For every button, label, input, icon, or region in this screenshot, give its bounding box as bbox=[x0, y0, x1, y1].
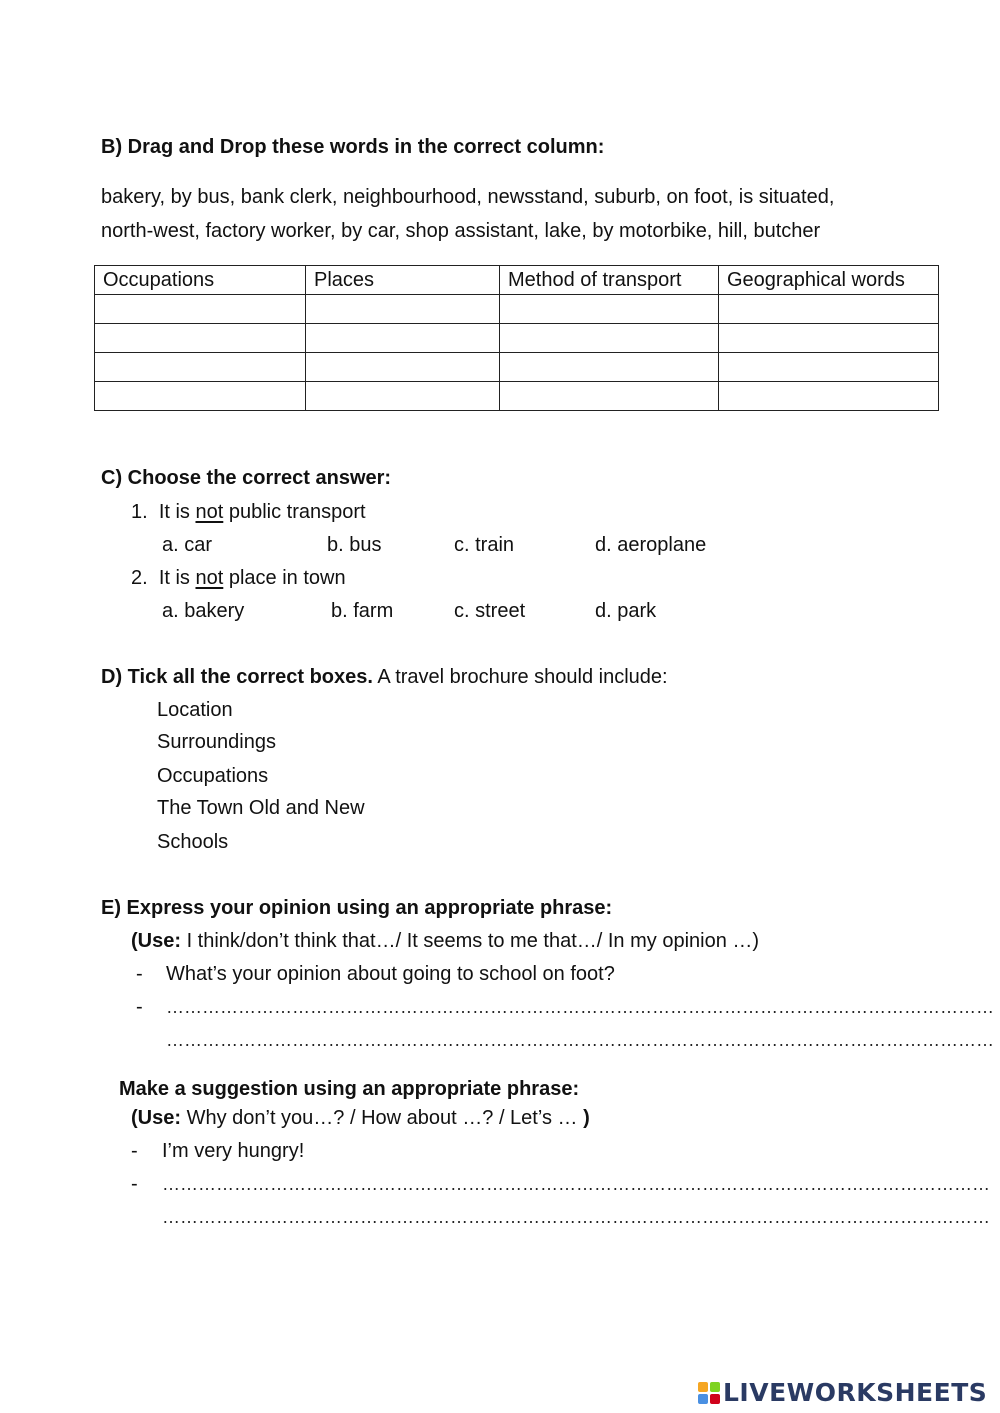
use-close: ) bbox=[583, 1107, 590, 1129]
bullet-dash: - bbox=[131, 1140, 138, 1162]
checkbox-item-schools[interactable]: Schools bbox=[157, 831, 229, 853]
drop-cell[interactable] bbox=[95, 295, 306, 324]
logo-text: LIVEWORKSHEETS bbox=[723, 1378, 988, 1407]
question-text-pre: It is bbox=[158, 501, 196, 523]
drop-field[interactable] bbox=[508, 326, 710, 350]
table-row bbox=[95, 353, 939, 382]
underlined-word: not bbox=[195, 501, 224, 523]
table-row bbox=[95, 295, 939, 324]
column-header-geographical: Geographical words bbox=[719, 266, 939, 295]
drop-field[interactable] bbox=[314, 297, 491, 321]
drop-cell[interactable] bbox=[719, 324, 939, 353]
bullet-dash: - bbox=[131, 1173, 138, 1195]
drop-cell[interactable] bbox=[95, 382, 306, 411]
answer-option[interactable]: d. aeroplane bbox=[595, 534, 707, 556]
section-d-heading-rest: A travel brochure should include: bbox=[372, 666, 668, 688]
bullet-dash: - bbox=[136, 963, 143, 985]
drop-field[interactable] bbox=[103, 384, 297, 408]
section-d-heading-bold: D) Tick all the correct boxes. bbox=[101, 666, 373, 688]
drop-cell[interactable] bbox=[306, 295, 500, 324]
checkbox-item-town[interactable]: The Town Old and New bbox=[157, 797, 365, 819]
answer-option[interactable]: b. farm bbox=[331, 600, 394, 622]
drop-field[interactable] bbox=[508, 297, 710, 321]
use-label: (Use: bbox=[131, 1107, 182, 1129]
drop-cell[interactable] bbox=[95, 353, 306, 382]
answer-option[interactable]: c. train bbox=[454, 534, 515, 556]
question-2 bbox=[131, 566, 346, 590]
drop-field[interactable] bbox=[727, 326, 930, 350]
drop-cell[interactable] bbox=[306, 382, 500, 411]
question-1 bbox=[131, 500, 366, 524]
drop-field[interactable] bbox=[103, 297, 297, 321]
drop-field[interactable] bbox=[314, 384, 491, 408]
drop-cell[interactable] bbox=[306, 324, 500, 353]
answer-option[interactable]: a. car bbox=[162, 534, 213, 556]
question-text-pre: It is bbox=[158, 567, 196, 589]
bullet-dash: - bbox=[136, 996, 143, 1018]
checkbox-item-occupations[interactable]: Occupations bbox=[157, 765, 269, 787]
column-header-places: Places bbox=[306, 266, 500, 295]
section-b-heading: B) Drag and Drop these words in the correct column: bbox=[101, 136, 605, 158]
drop-field[interactable] bbox=[727, 297, 930, 321]
use-phrases: Why don’t you…? / How about …? / Let’s … bbox=[181, 1107, 584, 1129]
word-bank-line-1: bakery, by bus, bank clerk, neighbourhood, newsstand, suburb, on foot, is situated, bbox=[101, 186, 835, 208]
answer-option[interactable]: c. street bbox=[454, 600, 526, 622]
checkbox-item-location[interactable]: Location bbox=[157, 699, 233, 721]
drop-field[interactable] bbox=[727, 384, 930, 408]
opinion-answer-line-1[interactable]: ………………………………………………………………………………………………………………………… bbox=[166, 997, 994, 1017]
answer-option[interactable]: a. bakery bbox=[162, 600, 245, 622]
section-d-heading bbox=[101, 665, 668, 689]
column-header-transport: Method of transport bbox=[500, 266, 719, 295]
opinion-use-hint bbox=[131, 929, 759, 953]
opinion-question: What’s your opinion about going to school on foot? bbox=[166, 963, 615, 985]
table-header-row bbox=[95, 266, 939, 295]
section-c-heading: C) Choose the correct answer: bbox=[101, 467, 392, 489]
drop-cell[interactable] bbox=[719, 295, 939, 324]
drop-field[interactable] bbox=[508, 355, 710, 379]
liveworksheets-logo bbox=[698, 1378, 987, 1407]
drop-cell[interactable] bbox=[306, 353, 500, 382]
opinion-answer-line-2[interactable]: ………………………………………………………………………………………………………………………… bbox=[166, 1030, 994, 1050]
underlined-word: not bbox=[195, 567, 224, 589]
drop-field[interactable] bbox=[314, 326, 491, 350]
suggestion-prompt: I’m very hungry! bbox=[162, 1140, 305, 1162]
drop-cell[interactable] bbox=[719, 382, 939, 411]
drop-cell[interactable] bbox=[500, 324, 719, 353]
drop-cell[interactable] bbox=[719, 353, 939, 382]
suggestion-heading: Make a suggestion using an appropriate phrase: bbox=[119, 1078, 580, 1100]
suggestion-answer-line-2[interactable]: ………………………………………………………………………………………………………………………… bbox=[162, 1207, 990, 1227]
drop-field[interactable] bbox=[727, 355, 930, 379]
drop-cell[interactable] bbox=[500, 382, 719, 411]
sorting-table bbox=[94, 265, 939, 411]
answer-option[interactable]: b. bus bbox=[327, 534, 382, 556]
answer-option[interactable]: d. park bbox=[595, 600, 657, 622]
table-row bbox=[95, 324, 939, 353]
table-row bbox=[95, 382, 939, 411]
suggestion-use-hint bbox=[131, 1106, 590, 1130]
drop-cell[interactable] bbox=[95, 324, 306, 353]
checkbox-item-surroundings[interactable]: Surroundings bbox=[157, 731, 276, 753]
question-number: 2. bbox=[131, 567, 148, 589]
drop-cell[interactable] bbox=[500, 353, 719, 382]
drop-field[interactable] bbox=[103, 326, 297, 350]
question-number: 1. bbox=[131, 501, 148, 523]
logo-mark-icon bbox=[698, 1382, 720, 1404]
use-phrases: I think/don’t think that…/ It seems to me that…/ In my opinion …) bbox=[181, 930, 760, 952]
column-header-occupations: Occupations bbox=[95, 266, 306, 295]
question-text-post: public transport bbox=[223, 501, 366, 523]
suggestion-answer-line-1[interactable]: ………………………………………………………………………………………………………………………… bbox=[162, 1174, 990, 1194]
drop-field[interactable] bbox=[103, 355, 297, 379]
drop-field[interactable] bbox=[508, 384, 710, 408]
section-e-heading: E) Express your opinion using an appropriate phrase: bbox=[101, 897, 613, 919]
question-text-post: place in town bbox=[223, 567, 346, 589]
drop-cell[interactable] bbox=[500, 295, 719, 324]
use-label: (Use: bbox=[131, 930, 182, 952]
drop-field[interactable] bbox=[314, 355, 491, 379]
word-bank-line-2: north-west, factory worker, by car, shop assistant, lake, by motorbike, hill, butcher bbox=[101, 220, 821, 242]
